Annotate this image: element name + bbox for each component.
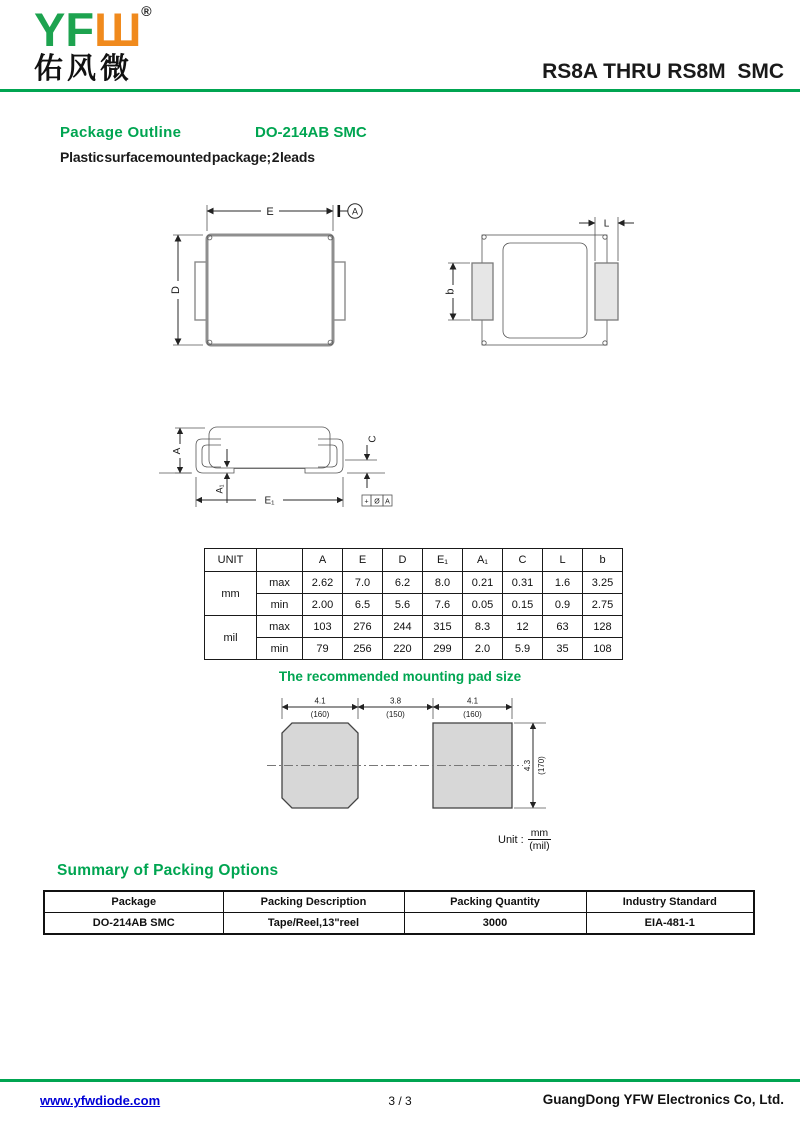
section-heading: Package Outline	[60, 124, 182, 141]
document-title: RS8A THRU RS8M SMC	[542, 60, 784, 83]
side-view-diagram	[155, 415, 445, 520]
pad-height-mm: 4.3	[523, 759, 532, 772]
header-divider	[0, 89, 800, 92]
dim-value: 256	[343, 638, 383, 660]
dim-value: 2.62	[303, 572, 343, 594]
dim-a-label: A	[172, 447, 183, 455]
col-header: D	[383, 549, 423, 572]
dimension-a	[172, 428, 205, 473]
row-label: max	[257, 572, 303, 594]
bottom-view-diagram	[440, 195, 670, 385]
unit-cell: mil	[205, 616, 257, 660]
package-name: DO-214AB SMC	[255, 124, 367, 141]
row-label: min	[257, 638, 303, 660]
packing-col-header: Packing Quantity	[404, 891, 586, 913]
logo-w-mark: Ш	[94, 3, 142, 56]
col-header: b	[583, 549, 623, 572]
packing-col-header: Packing Description	[223, 891, 404, 913]
bottom-profile	[225, 469, 314, 474]
page-number: 3 / 3	[388, 1094, 412, 1108]
package-body	[207, 235, 333, 345]
top-view-diagram	[165, 195, 425, 385]
left-terminal-pad	[472, 263, 493, 320]
dim-b-label: b	[444, 288, 457, 295]
col-header: C	[503, 549, 543, 572]
dim-value: 2.0	[463, 638, 503, 660]
dimension-b	[445, 263, 471, 320]
datum-reference-frame	[362, 495, 392, 506]
frame-symbol-3: A	[385, 498, 390, 506]
dim-c-label: C	[367, 435, 379, 443]
dim-row-mil-max	[205, 616, 623, 638]
packing-data-row	[44, 913, 754, 935]
dim-value: 12	[503, 616, 543, 638]
dimension-c	[345, 435, 385, 488]
dim-value: 5.9	[503, 638, 543, 660]
dim-value: 0.31	[503, 572, 543, 594]
pad-dim-1-mm: 4.1	[314, 696, 326, 706]
pad-dim-2-mm: 3.8	[389, 696, 402, 706]
datum-a-label: A	[351, 206, 359, 217]
dim-value: 220	[383, 638, 423, 660]
packing-value: Tape/Reel,13"reel	[223, 913, 404, 935]
pad-height-mil: (170)	[537, 756, 546, 775]
col-header: A	[303, 549, 343, 572]
col-header: A₁	[463, 549, 503, 572]
row-label: min	[257, 594, 303, 616]
unit-fraction	[528, 827, 552, 852]
dimension-e	[207, 204, 362, 231]
packing-value: EIA-481-1	[586, 913, 754, 935]
unit-mil: (mil)	[529, 840, 550, 853]
right-terminal-pad	[595, 263, 618, 320]
dim-value: 7.6	[423, 594, 463, 616]
dim-value: 8.0	[423, 572, 463, 594]
package-outline	[482, 235, 607, 345]
dim-value: 0.9	[543, 594, 583, 616]
dim-l-label: L	[603, 218, 610, 230]
mounting-pad-title: The recommended mounting pad size	[278, 669, 522, 684]
dim-value: 0.15	[503, 594, 543, 616]
blank-cell	[257, 549, 303, 572]
dim-value: 299	[423, 638, 463, 660]
pad-dim-1-mil: (160)	[310, 710, 330, 719]
unit-prefix: Unit :	[498, 833, 524, 846]
company-logo	[34, 3, 152, 85]
packing-header-row	[44, 891, 754, 913]
dim-value: 276	[343, 616, 383, 638]
dimension-table	[204, 548, 623, 660]
unit-note	[498, 827, 551, 852]
dim-value: 1.6	[543, 572, 583, 594]
packing-col-header: Package	[44, 891, 223, 913]
dim-value: 6.2	[383, 572, 423, 594]
col-header: E	[343, 549, 383, 572]
dimension-a1	[215, 449, 228, 503]
dim-value: 244	[383, 616, 423, 638]
dim-value: 108	[583, 638, 623, 660]
frame-symbol-1: +	[364, 498, 369, 506]
dim-value: 6.5	[343, 594, 383, 616]
dim-value: 128	[583, 616, 623, 638]
col-header: E₁	[423, 549, 463, 572]
dim-value: 79	[303, 638, 343, 660]
dim-value: 0.05	[463, 594, 503, 616]
pad-dim-2-mil: (150)	[386, 710, 405, 719]
mounting-pad-diagram	[265, 690, 557, 818]
dim-value: 3.25	[583, 572, 623, 594]
dim-d-label: D	[170, 286, 182, 294]
packing-value: 3000	[404, 913, 586, 935]
frame-symbol-2: Ø	[374, 498, 380, 506]
registered-mark-icon: ®	[141, 3, 152, 19]
footer-divider	[0, 1079, 800, 1082]
pad-dim-3-mil: (160)	[463, 710, 482, 719]
logo-yf-text: YF	[34, 3, 95, 56]
unit-cell: mm	[205, 572, 257, 616]
unit-mm: mm	[528, 827, 552, 840]
package-body-inner	[503, 243, 587, 338]
dim-row-mm-max	[205, 572, 623, 594]
dim-value: 2.75	[583, 594, 623, 616]
dim-header-row	[205, 549, 623, 572]
logo-chinese-name: 佑风微	[34, 53, 134, 85]
row-label: max	[257, 616, 303, 638]
dim-value: 315	[423, 616, 463, 638]
dim-value: 8.3	[463, 616, 503, 638]
dim-value: 103	[303, 616, 343, 638]
unit-header: UNIT	[205, 549, 257, 572]
dim-value: 0.21	[463, 572, 503, 594]
dim-row-mil-min	[205, 638, 623, 660]
packing-value: DO-214AB SMC	[44, 913, 223, 935]
dim-value: 35	[543, 638, 583, 660]
company-name: GuangDong YFW Electronics Co, Ltd.	[542, 1092, 784, 1107]
website-link[interactable]: www.yfwdiode.com	[40, 1093, 161, 1108]
dim-e-label: E	[266, 206, 274, 218]
dim-e1-label: E₁	[264, 495, 275, 507]
dim-a1-label: A₁	[214, 484, 225, 494]
packing-heading: Summary of Packing Options	[57, 862, 279, 879]
packing-table	[43, 890, 755, 935]
dim-value: 2.00	[303, 594, 343, 616]
dim-value: 63	[543, 616, 583, 638]
pad-dim-3-mm: 4.1	[466, 696, 479, 706]
section-subtitle: Plastic surface mounted package; 2 leads	[60, 149, 315, 165]
pad-width-dimensions	[282, 697, 512, 720]
dim-row-mm-min	[205, 594, 623, 616]
dim-value: 5.6	[383, 594, 423, 616]
col-header: L	[543, 549, 583, 572]
packing-col-header: Industry Standard	[586, 891, 754, 913]
dim-value: 7.0	[343, 572, 383, 594]
